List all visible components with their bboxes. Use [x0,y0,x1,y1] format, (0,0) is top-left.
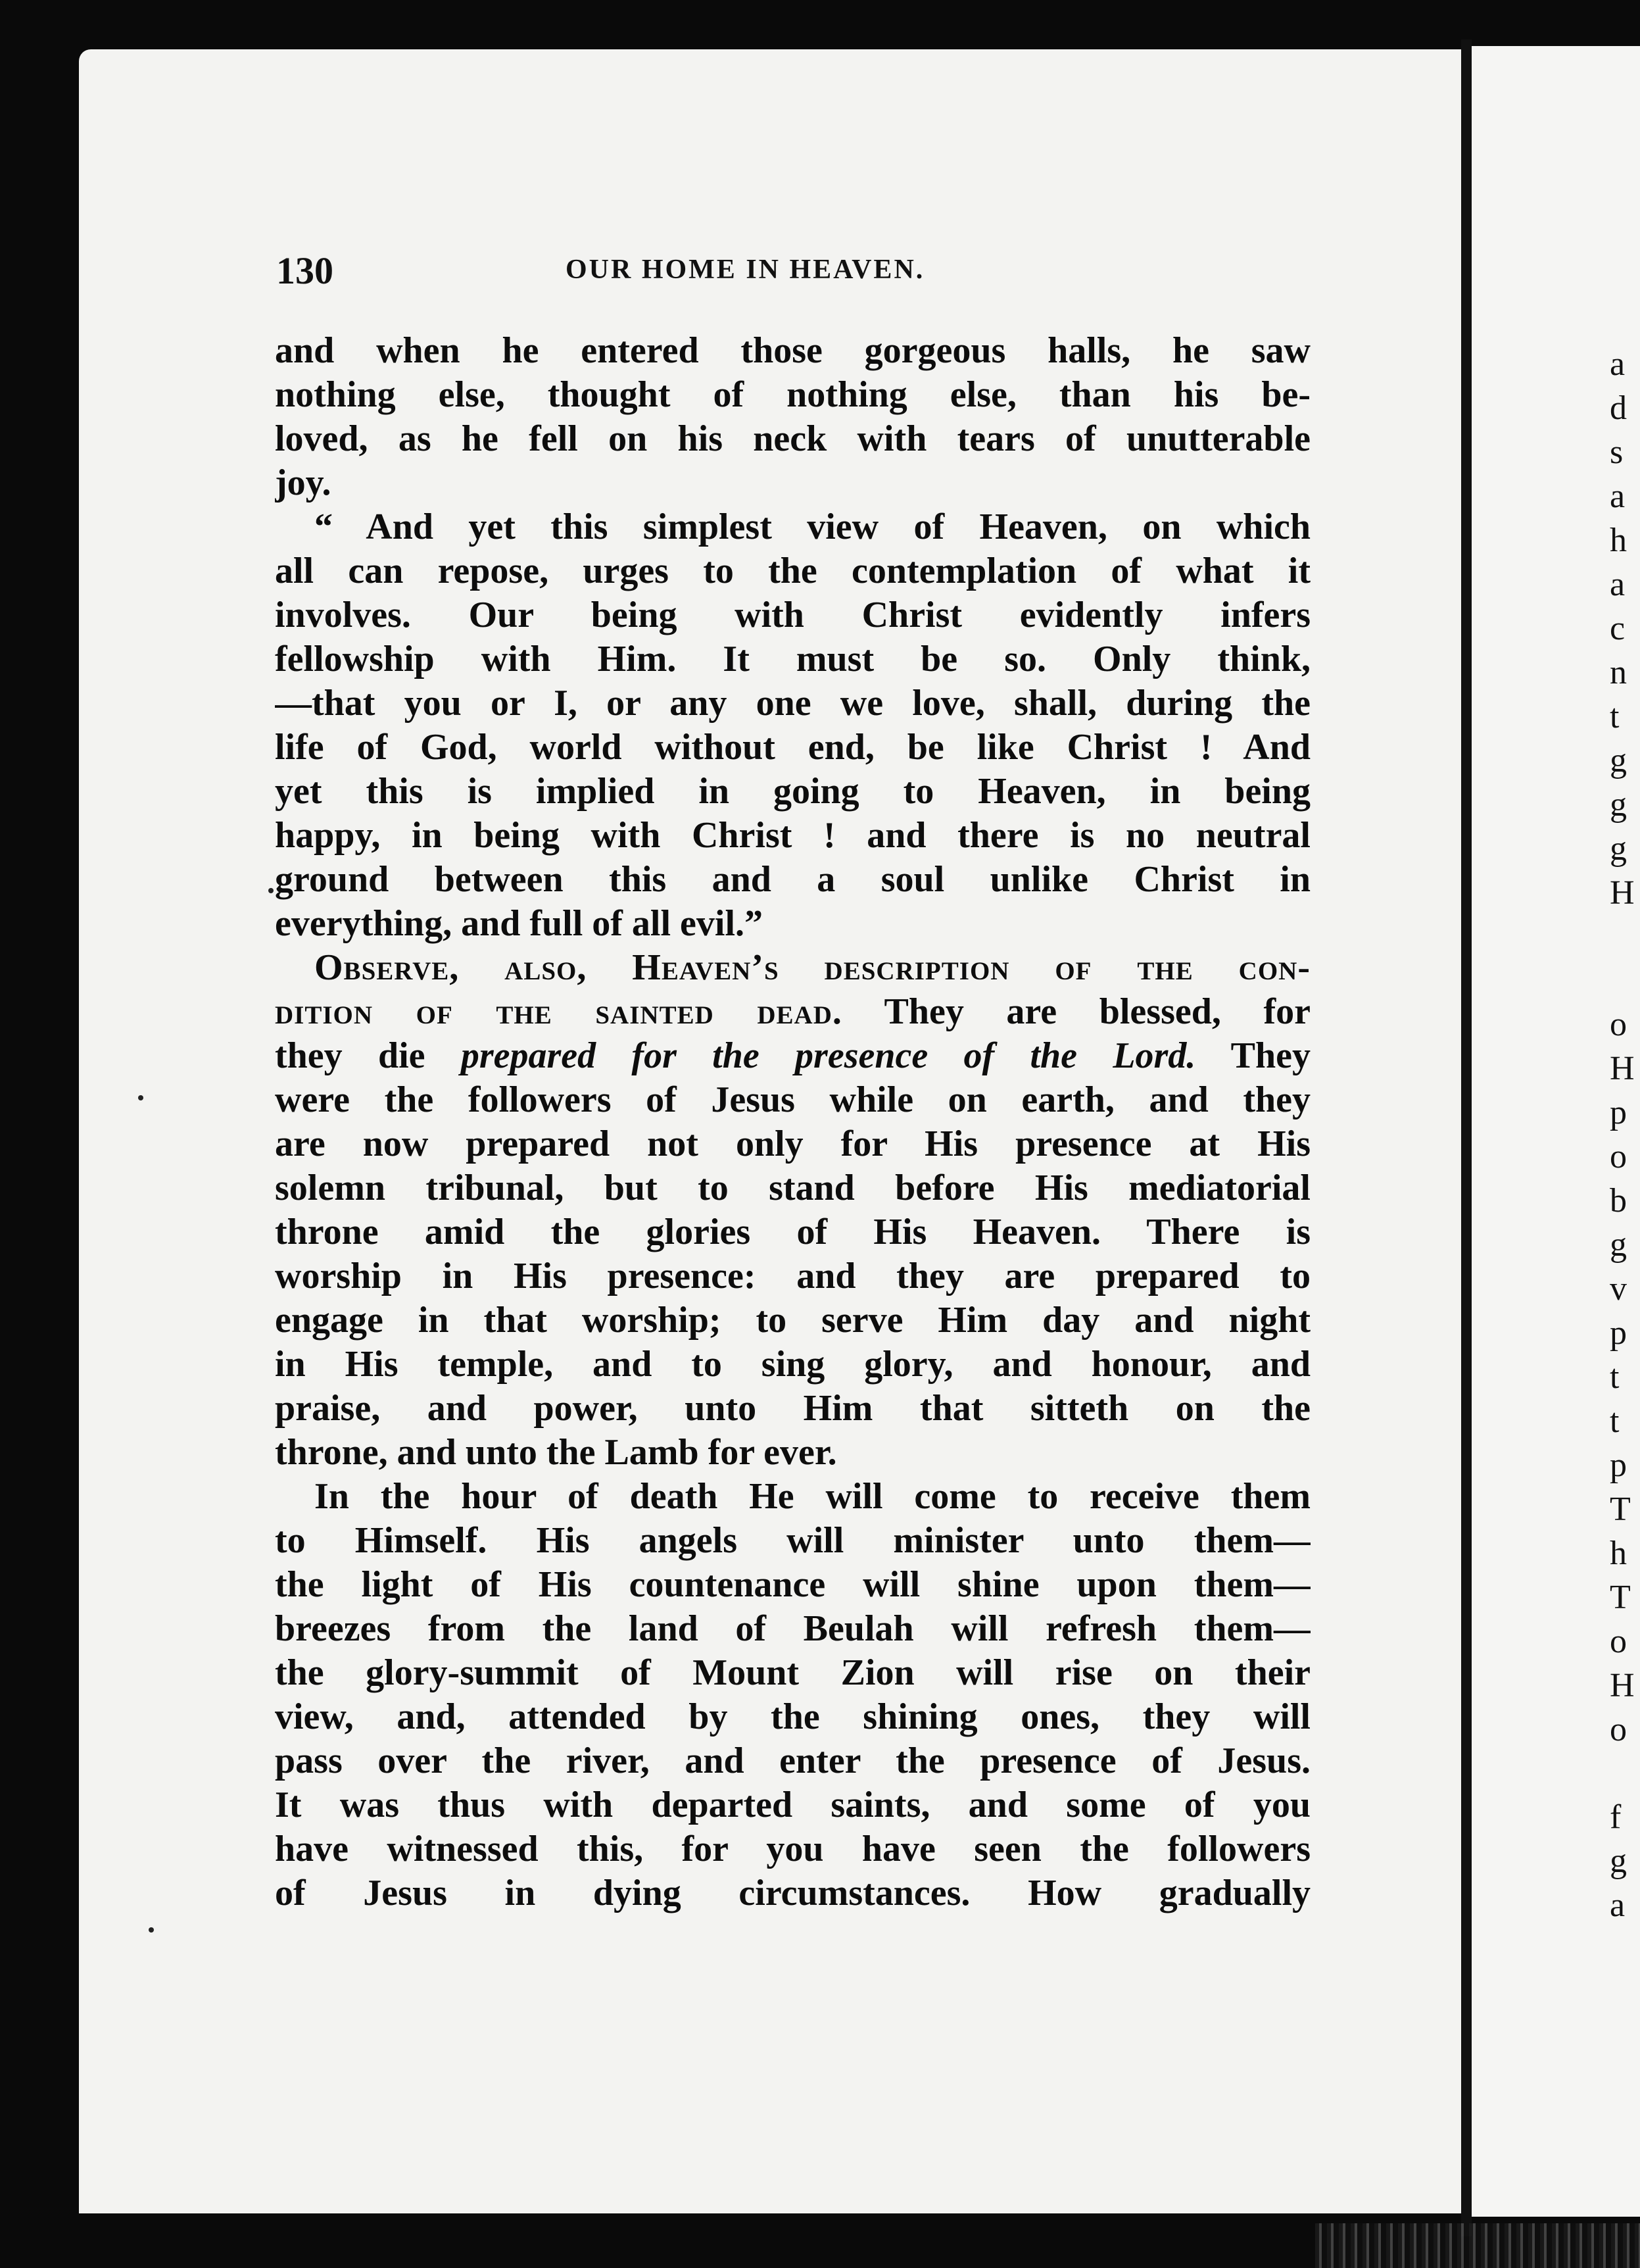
scan-speck [149,1927,154,1933]
text-line: happy, in being with Christ ! and there is no neutral [275,815,1311,856]
text-line: joy. [275,462,331,503]
text-line: view, and, attended by the shining ones, they will [275,1696,1311,1737]
facing-page-letter: a [1610,345,1626,383]
facing-page-letter: a [1610,566,1626,603]
facing-page-letter: g [1610,1842,1627,1880]
facing-page-letter: p [1610,1314,1627,1352]
text-line: the light of His countenance will shine upon them— [275,1564,1311,1605]
facing-page-letter: t [1610,1402,1620,1440]
text-line: the glory-summit of Mount Zion will rise on their [275,1652,1311,1693]
facing-page-letter: H [1610,1667,1635,1704]
text-line: engage in that worship; to serve Him day and night [275,1300,1311,1341]
text-line: of Jesus in dying circumstances. How gradually [275,1873,1311,1913]
text-line: throne amid the glories of His Heaven. There is [275,1212,1311,1252]
gutter-line [1461,39,1472,2236]
text-line: praise, and power, unto Him that sitteth on the [275,1388,1311,1429]
text-line: It was thus with departed saints, and some of you [275,1785,1311,1825]
facing-page-letter: c [1610,610,1626,647]
facing-page-letter: a [1610,1886,1626,1924]
facing-page-letter: H [1610,1050,1635,1087]
text-line [275,990,1311,1034]
text-line: involves. Our being with Christ evidently infers [275,595,1311,635]
text-line: were the followers of Jesus while on earth, and they [275,1079,1311,1120]
section-heading: Observe, also, Heaven’s description of the con- [314,947,1311,988]
page-body [275,329,1311,1915]
facing-page-letter: o [1610,1138,1627,1175]
text-run: They are blessed, for [884,991,1311,1032]
facing-page-letter: n [1610,654,1627,691]
text-line [275,1034,1311,1078]
section-heading: dition of the sainted dead. [275,991,842,1032]
facing-page-letter: p [1610,1446,1627,1484]
text-line: loved, as he fell on his neck with tears of unutterable [275,418,1311,459]
text-line: fellowship with Him. It must be so. Only think, [275,639,1311,679]
text-line: breezes from the land of Beulah will refresh them— [275,1608,1311,1649]
facing-page-letter: g [1610,1226,1627,1264]
scan-speck [268,888,274,893]
facing-page-letter: T [1610,1579,1631,1616]
scan-edge-noise [1315,2223,1640,2268]
text-line: —that you or I, or any one we love, shall, during the [275,683,1311,724]
facing-page-letter: t [1610,1358,1620,1396]
text-line: are now prepared not only for His presence at His [275,1123,1311,1164]
text-line [275,946,1311,990]
facing-page-letter: a [1610,478,1626,515]
text-line: all can repose, urges to the contemplation of what it [275,551,1311,591]
text-line: and when he entered those gorgeous halls, he saw [275,330,1311,371]
facing-page-letter: t [1610,698,1620,735]
text-line: solemn tribunal, but to stand before His mediatorial [275,1168,1311,1208]
text-line: In the hour of death He will come to receive them [314,1476,1311,1517]
text-line: ground between this and a soul unlike Christ in [275,859,1311,900]
facing-page-letter: T [1610,1491,1631,1528]
page-number: 130 [276,249,333,292]
text-line: have witnessed this, for you have seen the followers [275,1829,1311,1869]
facing-page-letter: g [1610,830,1627,868]
text-line: yet this is implied in going to Heaven, in being [275,771,1311,812]
facing-page-letter: o [1610,1006,1627,1043]
text-line: everything, and full of all evil.” [275,903,763,944]
facing-page-letter: f [1610,1798,1622,1836]
facing-page-letter: v [1610,1270,1627,1308]
facing-page-text [1610,342,1640,1927]
facing-page-letter: g [1610,742,1627,779]
text-line: to Himself. His angels will minister unto them— [275,1520,1311,1561]
facing-page-letter: p [1610,1094,1627,1131]
facing-page-letter: b [1610,1182,1627,1220]
facing-page-letter: s [1610,433,1624,471]
running-head: OUR HOME IN HEAVEN. [566,255,925,285]
text-run: They [1230,1035,1311,1076]
page-header [276,249,1310,295]
italic-phrase: prepared for the presence of the Lord. [460,1035,1196,1076]
facing-page-letter: g [1610,786,1627,824]
text-line: worship in His presence: and they are prepared to [275,1256,1311,1296]
text-line: life of God, world without end, be like Christ ! And [275,727,1311,768]
text-line: pass over the river, and enter the presence of Jesus. [275,1740,1311,1781]
facing-page-letter: o [1610,1711,1627,1748]
facing-page-letter: d [1610,389,1627,427]
facing-page-letter: H [1610,874,1635,912]
facing-page-letter: h [1610,522,1627,559]
facing-page-letter: o [1610,1623,1627,1660]
text-line: throne, and unto the Lamb for ever. [275,1432,837,1473]
text-line: nothing else, thought of nothing else, than his be- [275,374,1311,415]
text-line: “ And yet this simplest view of Heaven, on which [314,506,1311,547]
scan-speck [138,1095,143,1100]
text-line: in His temple, and to sing glory, and honour, and [275,1344,1311,1385]
facing-page-letter: h [1610,1535,1627,1572]
text-run: they die [275,1035,425,1076]
